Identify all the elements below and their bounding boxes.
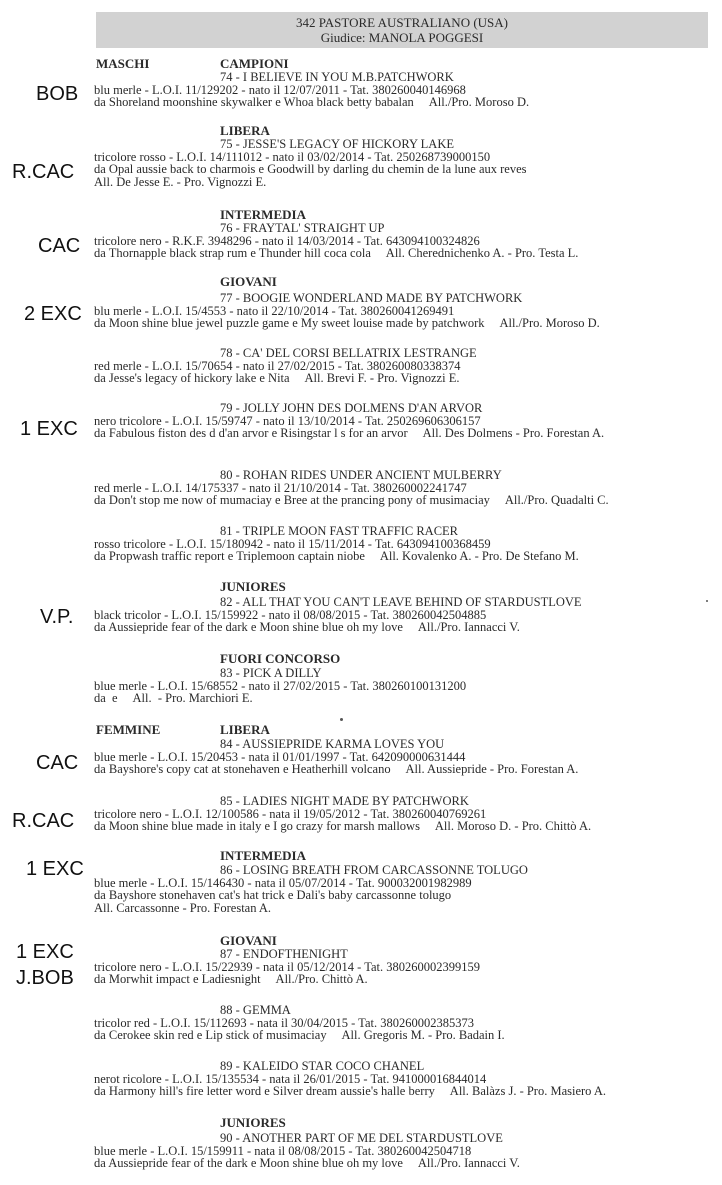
entry-registration: blue merle - L.O.I. 15/20453 - nata il 01/01/1997 - Tat. 642090000631444 bbox=[94, 749, 466, 764]
class-intermedia: INTERMEDIA bbox=[220, 207, 306, 222]
class-libera: LIBERA bbox=[220, 722, 270, 737]
entry-title: 81 - TRIPLE MOON FAST TRAFFIC RACER bbox=[220, 524, 459, 538]
entry-parents: da Bayshore stonehaven cat's hat trick e Dali's baby carcassonne tolugo bbox=[94, 888, 452, 902]
entry-registration: blue merle - L.O.I. 15/159911 - nata il 08/08/2015 - Tat. 380260042504718 bbox=[94, 1143, 472, 1158]
entry-title: 78 - CA' DEL CORSI BELLATRIX LESTRANGE bbox=[220, 346, 477, 360]
entry-registration: tricolore rosso - L.O.I. 14/111012 - nato il 03/02/2014 - Tat. 250268739000150 bbox=[94, 149, 491, 164]
award-label: J.BOB bbox=[16, 967, 74, 989]
entry-title: 87 - ENDOFTHENIGHT bbox=[220, 947, 348, 961]
entry-parents: da Moon shine blue made in italy e I go crazy for marsh mallows All. Moroso D. - Pro. Chittò A. bbox=[94, 819, 592, 833]
entry-registration: nerot ricolore - L.O.I. 15/135534 - nata il 26/01/2015 - Tat. 941000016844014 bbox=[94, 1071, 487, 1086]
entry-title: 75 - JESSE'S LEGACY OF HICKORY LAKE bbox=[220, 137, 454, 151]
award-label: R.CAC bbox=[12, 161, 75, 183]
entry-title: 77 - BOOGIE WONDERLAND MADE BY PATCHWORK bbox=[220, 291, 523, 305]
dog-entry bbox=[94, 596, 582, 634]
entry-title: 74 - I BELIEVE IN YOU M.B.PATCHWORK bbox=[220, 70, 454, 84]
entry-title: 88 - GEMMA bbox=[220, 1003, 291, 1017]
dog-entry bbox=[94, 864, 528, 914]
scan-speck bbox=[706, 600, 708, 602]
dog-entry bbox=[94, 1060, 606, 1098]
award-label: V.P. bbox=[40, 606, 74, 628]
scan-speck bbox=[340, 718, 343, 721]
section-maschi: MASCHI bbox=[96, 56, 150, 71]
section-femmine: FEMMINE bbox=[96, 722, 161, 737]
dog-entry bbox=[94, 1004, 505, 1042]
award-label: 1 EXC bbox=[16, 941, 74, 963]
entry-parents: da Aussiepride fear of the dark e Moon shine blue oh my love All./Pro. Iannacci V. bbox=[94, 620, 520, 634]
entry-title: 85 - LADIES NIGHT MADE BY PATCHWORK bbox=[220, 794, 469, 808]
dog-entry bbox=[94, 222, 578, 260]
entry-registration: blue merle - L.O.I. 15/68552 - nato il 27/02/2015 - Tat. 380260100131200 bbox=[94, 678, 467, 693]
entry-parents: da Cerokee skin red e Lip stick of musimaciay All. Gregoris M. - Pro. Badain I. bbox=[94, 1028, 505, 1042]
class-giovani: GIOVANI bbox=[220, 933, 277, 948]
class-intermedia: INTERMEDIA bbox=[220, 848, 306, 863]
dog-entry bbox=[94, 1132, 520, 1170]
class-juniores: JUNIORES bbox=[220, 579, 286, 594]
entry-registration: tricolor red - L.O.I. 15/112693 - nata il 30/04/2015 - Tat. 380260002385373 bbox=[94, 1015, 474, 1030]
entry-title: 90 - ANOTHER PART OF ME DEL STARDUSTLOVE bbox=[220, 1131, 503, 1145]
entry-owner: All. De Jesse E. - Pro. Vignozzi E. bbox=[94, 174, 267, 189]
entry-parents: da Shoreland moonshine skywalker e Whoa black betty babalan All./Pro. Moroso D. bbox=[94, 95, 530, 109]
entry-title: 79 - JOLLY JOHN DES DOLMENS D'AN ARVOR bbox=[220, 401, 483, 415]
dog-entry bbox=[94, 71, 529, 109]
entry-parents: da Opal aussie back to charmois e Goodwill by darling du chemin de la lune aux reves bbox=[94, 162, 527, 176]
entry-title: 86 - LOSING BREATH FROM CARCASSONNE TOLUGO bbox=[220, 863, 528, 877]
entry-registration: red merle - L.O.I. 15/70654 - nato il 27/02/2015 - Tat. 380260080338374 bbox=[94, 358, 461, 373]
dog-entry bbox=[94, 292, 600, 330]
entry-registration: tricolore nero - L.O.I. 12/100586 - nata il 19/05/2012 - Tat. 380260040769261 bbox=[94, 806, 487, 821]
entry-parents: da Don't stop me now of mumaciay e Bree at the prancing pony of musimaciay All./Pro. Quadalti C. bbox=[94, 493, 609, 507]
entry-parents: da Harmony hill's fire letter word e Silver dream aussie's halle berry All. Balàzs J. - Pro. Masiero A. bbox=[94, 1084, 607, 1098]
dog-entry bbox=[94, 138, 527, 188]
catalog-header bbox=[96, 12, 708, 48]
entry-registration: tricolore nero - L.O.I. 15/22939 - nata il 05/12/2014 - Tat. 380260002399159 bbox=[94, 959, 480, 974]
award-label: CAC bbox=[36, 752, 79, 774]
award-label: CAC bbox=[38, 235, 81, 257]
award-label: R.CAC bbox=[12, 810, 75, 832]
class-libera: LIBERA bbox=[220, 123, 270, 138]
entry-parents: da e All. - Pro. Marchiori E. bbox=[94, 691, 253, 705]
dog-entry bbox=[94, 525, 579, 563]
dog-entry bbox=[94, 795, 591, 833]
entry-registration: blu merle - L.O.I. 11/129202 - nato il 12/07/2011 - Tat. 380260040146968 bbox=[94, 82, 466, 97]
dog-entry bbox=[94, 667, 466, 705]
dog-entry bbox=[94, 738, 578, 776]
entry-owner: All. Carcassonne - Pro. Forestan A. bbox=[94, 900, 272, 915]
entry-registration: nero tricolore - L.O.I. 15/59747 - nato il 13/10/2014 - Tat. 250269606306157 bbox=[94, 413, 481, 428]
award-label: 2 EXC bbox=[24, 303, 82, 325]
class-campioni: CAMPIONI bbox=[220, 56, 289, 71]
award-label: BOB bbox=[36, 83, 79, 105]
entry-parents: da Propwash traffic report e Triplemoon captain niobe All. Kovalenko A. - Pro. De Stefano M. bbox=[94, 549, 579, 563]
entry-parents: da Bayshore's copy cat at stonehaven e Heatherhill volcano All. Aussiepride - Pro. Forestan A. bbox=[94, 762, 579, 776]
entry-parents: da Fabulous fiston des d d'an arvor e Risingstar l s for an arvor All. Des Dolmens - Pro. Forestan A. bbox=[94, 426, 605, 440]
dog-entry bbox=[94, 948, 480, 986]
class-fuori-concorso: FUORI CONCORSO bbox=[220, 651, 341, 666]
entry-title: 80 - ROHAN RIDES UNDER ANCIENT MULBERRY bbox=[220, 468, 502, 482]
entry-title: 84 - AUSSIEPRIDE KARMA LOVES YOU bbox=[220, 737, 445, 751]
entry-parents: da Morwhit impact e Ladiesnight All./Pro. Chittò A. bbox=[94, 972, 368, 986]
entry-registration: rosso tricolore - L.O.I. 15/180942 - nato il 15/11/2014 - Tat. 643094100368459 bbox=[94, 536, 491, 551]
entry-title: 82 - ALL THAT YOU CAN'T LEAVE BEHIND OF STARDUSTLOVE bbox=[220, 595, 582, 609]
breed-title: 342 PASTORE AUSTRALIANO (USA) bbox=[296, 15, 508, 30]
entry-parents: da Thornapple black strap rum e Thunder hill coca cola All. Cherednichenko A. - Pro. Testa L. bbox=[94, 246, 579, 260]
entry-title: 89 - KALEIDO STAR COCO CHANEL bbox=[220, 1059, 425, 1073]
dog-entry bbox=[94, 469, 609, 507]
entry-registration: blu merle - L.O.I. 15/4553 - nato il 22/10/2014 - Tat. 380260041269491 bbox=[94, 303, 455, 318]
entry-registration: blue merle - L.O.I. 15/146430 - nata il 05/07/2014 - Tat. 900032001982989 bbox=[94, 875, 472, 890]
award-label: 1 EXC bbox=[26, 858, 84, 880]
award-label: 1 EXC bbox=[20, 418, 78, 440]
entry-parents: da Jesse's legacy of hickory lake e Nita All. Brevi F. - Pro. Vignozzi E. bbox=[94, 371, 460, 385]
entry-parents: da Aussiepride fear of the dark e Moon shine blue oh my love All./Pro. Iannacci V. bbox=[94, 1156, 520, 1170]
dog-entry bbox=[94, 402, 604, 440]
judge-name: Giudice: MANOLA POGGESI bbox=[320, 30, 484, 45]
entry-parents: da Moon shine blue jewel puzzle game e My sweet louise made by patchwork All./Pro. Moroso D. bbox=[94, 316, 600, 330]
class-giovani: GIOVANI bbox=[220, 274, 277, 289]
class-juniores: JUNIORES bbox=[220, 1115, 286, 1130]
entry-registration: black tricolor - L.O.I. 15/159922 - nato il 08/08/2015 - Tat. 380260042504885 bbox=[94, 607, 487, 622]
entry-registration: tricolore nero - R.K.F. 3948296 - nato il 14/03/2014 - Tat. 643094100324826 bbox=[94, 233, 480, 248]
entry-title: 83 - PICK A DILLY bbox=[220, 666, 322, 680]
entry-registration: red merle - L.O.I. 14/175337 - nato il 21/10/2014 - Tat. 380260002241747 bbox=[94, 480, 467, 495]
dog-entry bbox=[94, 347, 477, 385]
entry-title: 76 - FRAYTAL' STRAIGHT UP bbox=[220, 221, 385, 235]
